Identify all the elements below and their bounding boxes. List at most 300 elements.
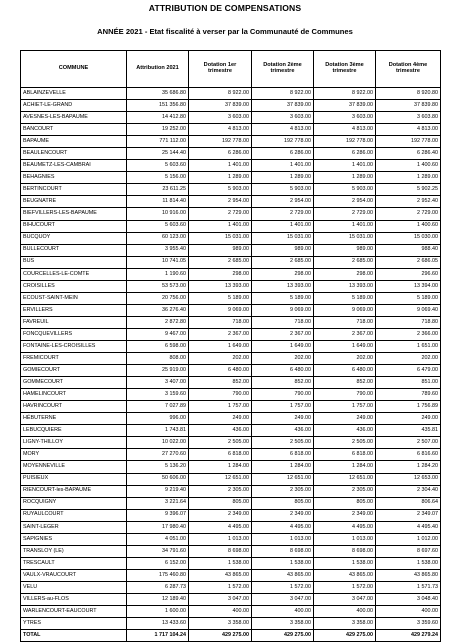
q4-cell: 8 697.60 [376, 545, 441, 557]
table-row [21, 593, 441, 605]
q3-cell: 852.00 [314, 377, 376, 389]
q2-cell: 12 651.00 [252, 473, 314, 485]
attribution-cell: 34 791.60 [127, 545, 189, 557]
q3-cell: 2 505.00 [314, 437, 376, 449]
q3-cell: 5 903.00 [314, 184, 376, 196]
commune-cell: HÉBUTERNE [21, 413, 127, 425]
q2-cell: 718.00 [252, 316, 314, 328]
table-row [21, 437, 441, 449]
q4-cell: 37 839.80 [376, 100, 441, 112]
q2-cell: 1 538.00 [252, 557, 314, 569]
q3-cell: 3 603.00 [314, 112, 376, 124]
attribution-cell: 5 136.20 [127, 461, 189, 473]
table-row [21, 425, 441, 437]
header-q4: Dotation 4ème trimestre [376, 51, 441, 88]
attribution-cell: 996.00 [127, 413, 189, 425]
attribution-cell: 5 603.60 [127, 220, 189, 232]
q2-cell: 298.00 [252, 268, 314, 280]
q2-cell: 1 401.00 [252, 220, 314, 232]
total-row [21, 630, 441, 642]
q3-cell: 43 865.00 [314, 569, 376, 581]
q1-cell: 15 031.00 [189, 232, 252, 244]
table-row [21, 328, 441, 340]
q3-cell: 192 778.00 [314, 136, 376, 148]
commune-cell: BEHAGNIES [21, 172, 127, 184]
q3-cell: 298.00 [314, 268, 376, 280]
attribution-cell: 25 919.00 [127, 365, 189, 377]
q2-cell: 805.00 [252, 497, 314, 509]
table-row [21, 268, 441, 280]
commune-cell: BIHUCOURT [21, 220, 127, 232]
table-row [21, 280, 441, 292]
commune-cell: VILLERS-au-FLOS [21, 593, 127, 605]
q1-cell: 1 289.00 [189, 172, 252, 184]
attribution-cell: 3 955.40 [127, 244, 189, 256]
table-body [21, 88, 441, 642]
compensation-table [20, 50, 441, 642]
q2-cell: 2 305.00 [252, 485, 314, 497]
q4-cell: 1 289.00 [376, 172, 441, 184]
q1-cell: 1 401.00 [189, 220, 252, 232]
q1-cell: 852.00 [189, 377, 252, 389]
table-row [21, 220, 441, 232]
q3-cell: 1 572.00 [314, 581, 376, 593]
commune-cell: BEAULENCOURT [21, 148, 127, 160]
table-header-row [21, 51, 441, 88]
table-row [21, 244, 441, 256]
attribution-cell: 20 756.00 [127, 292, 189, 304]
q4-cell: 1 538.00 [376, 557, 441, 569]
table-row [21, 292, 441, 304]
q4-cell: 2 507.00 [376, 437, 441, 449]
q1-cell: 12 651.00 [189, 473, 252, 485]
q4-cell: 1 284.20 [376, 461, 441, 473]
table-row [21, 581, 441, 593]
commune-cell: BEAUMETZ-LES-CAMBRAI [21, 160, 127, 172]
q1-cell: 1 284.00 [189, 461, 252, 473]
q2-cell: 192 778.00 [252, 136, 314, 148]
attribution-cell: 11 814.40 [127, 196, 189, 208]
q1-cell: 1 757.00 [189, 401, 252, 413]
commune-cell: SAPIGNIES [21, 533, 127, 545]
attribution-cell: 6 598.00 [127, 340, 189, 352]
q1-cell: 8 698.00 [189, 545, 252, 557]
q1-cell: 400.00 [189, 606, 252, 618]
q3-cell: 13 393.00 [314, 280, 376, 292]
commune-cell: FAVREUIL [21, 316, 127, 328]
commune-cell: FREMICOURT [21, 353, 127, 365]
commune-cell: ROCQUIGNY [21, 497, 127, 509]
table-row [21, 160, 441, 172]
q3-cell: 8 698.00 [314, 545, 376, 557]
commune-cell: SAINT-LEGER [21, 521, 127, 533]
commune-cell: BANCOURT [21, 124, 127, 136]
table-row [21, 124, 441, 136]
commune-cell: BUCQUOY [21, 232, 127, 244]
commune-cell: BAPAUME [21, 136, 127, 148]
commune-cell: RUYAULCOURT [21, 509, 127, 521]
table-row [21, 461, 441, 473]
q2-cell: 1 401.00 [252, 160, 314, 172]
q3-cell: 805.00 [314, 497, 376, 509]
q4-cell: 3 048.40 [376, 593, 441, 605]
q1-cell: 13 393.00 [189, 280, 252, 292]
attribution-cell: 1 600.00 [127, 606, 189, 618]
q4-cell: 6 816.60 [376, 449, 441, 461]
q4-cell: 789.60 [376, 389, 441, 401]
q3-cell: 6 286.00 [314, 148, 376, 160]
commune-cell: ACHIET-LE-GRAND [21, 100, 127, 112]
q1-cell: 2 305.00 [189, 485, 252, 497]
q4-cell: 1 651.00 [376, 340, 441, 352]
header-commune: COMMUNE [21, 51, 127, 88]
q2-cell: 2 367.00 [252, 328, 314, 340]
q2-cell: 1 284.00 [252, 461, 314, 473]
q1-cell: 4 813.00 [189, 124, 252, 136]
q4-cell: 1 400.60 [376, 220, 441, 232]
table-row [21, 473, 441, 485]
q2-cell: 1 572.00 [252, 581, 314, 593]
q2-cell: 9 069.00 [252, 304, 314, 316]
q3-cell: 4 495.00 [314, 521, 376, 533]
attribution-cell: 53 573.00 [127, 280, 189, 292]
table-row [21, 377, 441, 389]
q2-cell: 3 603.00 [252, 112, 314, 124]
q3-cell: 202.00 [314, 353, 376, 365]
q1-cell: 2 685.00 [189, 256, 252, 268]
q4-cell: 8 920.80 [376, 88, 441, 100]
q2-cell: 429 275.00 [252, 630, 314, 642]
attribution-cell: 50 606.00 [127, 473, 189, 485]
commune-cell: VELU [21, 581, 127, 593]
q3-cell: 2 954.00 [314, 196, 376, 208]
q4-cell: 13 394.00 [376, 280, 441, 292]
q3-cell: 8 922.00 [314, 88, 376, 100]
commune-cell: BEUGNATRE [21, 196, 127, 208]
q4-cell: 1 400.60 [376, 160, 441, 172]
q3-cell: 2 685.00 [314, 256, 376, 268]
table-row [21, 618, 441, 630]
commune-cell: ERVILLERS [21, 304, 127, 316]
q2-cell: 4 813.00 [252, 124, 314, 136]
q3-cell: 1 289.00 [314, 172, 376, 184]
table-row [21, 449, 441, 461]
attribution-cell: 10 022.00 [127, 437, 189, 449]
attribution-cell: 1 717 104.24 [127, 630, 189, 642]
q1-cell: 1 572.00 [189, 581, 252, 593]
q3-cell: 3 358.00 [314, 618, 376, 630]
header-q2: Dotation 2ème trimestre [252, 51, 314, 88]
q3-cell: 5 189.00 [314, 292, 376, 304]
attribution-cell: 4 051.00 [127, 533, 189, 545]
attribution-cell: 9 219.40 [127, 485, 189, 497]
attribution-cell: 3 159.60 [127, 389, 189, 401]
commune-cell: WARLENCOURT-EAUCOURT [21, 606, 127, 618]
q1-cell: 6 480.00 [189, 365, 252, 377]
q4-cell: 202.00 [376, 353, 441, 365]
q1-cell: 3 603.00 [189, 112, 252, 124]
q3-cell: 3 047.00 [314, 593, 376, 605]
q3-cell: 9 069.00 [314, 304, 376, 316]
q4-cell: 3 359.60 [376, 618, 441, 630]
attribution-cell: 1 743.81 [127, 425, 189, 437]
q2-cell: 13 393.00 [252, 280, 314, 292]
q4-cell: 1 571.73 [376, 581, 441, 593]
q2-cell: 5 903.00 [252, 184, 314, 196]
attribution-cell: 60 123.00 [127, 232, 189, 244]
q3-cell: 1 401.00 [314, 160, 376, 172]
attribution-cell: 808.00 [127, 353, 189, 365]
q2-cell: 400.00 [252, 606, 314, 618]
commune-cell: BULLECOURT [21, 244, 127, 256]
q1-cell: 3 047.00 [189, 593, 252, 605]
q2-cell: 5 189.00 [252, 292, 314, 304]
q3-cell: 12 651.00 [314, 473, 376, 485]
table-row [21, 340, 441, 352]
q4-cell: 718.80 [376, 316, 441, 328]
table-row [21, 88, 441, 100]
document-subtitle: ANNÉE 2021 - Etat fiscalité à verser par la Communauté de Communes [97, 27, 353, 36]
commune-cell: TRANSLOY (LE) [21, 545, 127, 557]
q4-cell: 5 189.00 [376, 292, 441, 304]
commune-cell: MOYENNEVILLE [21, 461, 127, 473]
q2-cell: 1 649.00 [252, 340, 314, 352]
commune-cell: RIENCOURT-les-BAPAUME [21, 485, 127, 497]
q3-cell: 429 275.00 [314, 630, 376, 642]
attribution-cell: 25 144.40 [127, 148, 189, 160]
q2-cell: 4 495.00 [252, 521, 314, 533]
q4-cell: 1 012.00 [376, 533, 441, 545]
attribution-cell: 1 190.60 [127, 268, 189, 280]
commune-cell: LIGNY-THILLOY [21, 437, 127, 449]
commune-cell: BUS [21, 256, 127, 268]
q2-cell: 15 031.00 [252, 232, 314, 244]
q2-cell: 989.00 [252, 244, 314, 256]
attribution-cell: 10 916.00 [127, 208, 189, 220]
table-row [21, 557, 441, 569]
attribution-cell: 5 603.60 [127, 160, 189, 172]
q3-cell: 2 349.00 [314, 509, 376, 521]
commune-cell: GOMMECOURT [21, 377, 127, 389]
q2-cell: 2 505.00 [252, 437, 314, 449]
q1-cell: 2 349.00 [189, 509, 252, 521]
table-row [21, 112, 441, 124]
q1-cell: 298.00 [189, 268, 252, 280]
commune-cell: GOMIECOURT [21, 365, 127, 377]
q2-cell: 3 047.00 [252, 593, 314, 605]
q1-cell: 37 839.00 [189, 100, 252, 112]
table-row [21, 485, 441, 497]
table-row [21, 545, 441, 557]
q2-cell: 6 480.00 [252, 365, 314, 377]
q3-cell: 436.00 [314, 425, 376, 437]
q4-cell: 4 495.40 [376, 521, 441, 533]
q1-cell: 718.00 [189, 316, 252, 328]
attribution-cell: 23 611.25 [127, 184, 189, 196]
q4-cell: 851.00 [376, 377, 441, 389]
commune-cell: BERTINCOURT [21, 184, 127, 196]
q1-cell: 4 495.00 [189, 521, 252, 533]
q4-cell: 192 778.00 [376, 136, 441, 148]
q3-cell: 790.00 [314, 389, 376, 401]
q1-cell: 1 013.00 [189, 533, 252, 545]
q4-cell: 2 304.40 [376, 485, 441, 497]
table-row [21, 521, 441, 533]
attribution-cell: 175 460.80 [127, 569, 189, 581]
q3-cell: 15 031.00 [314, 232, 376, 244]
q4-cell: 3 603.80 [376, 112, 441, 124]
q1-cell: 192 778.00 [189, 136, 252, 148]
q4-cell: 2 952.40 [376, 196, 441, 208]
q3-cell: 249.00 [314, 413, 376, 425]
q1-cell: 202.00 [189, 353, 252, 365]
q3-cell: 2 305.00 [314, 485, 376, 497]
q4-cell: 43 865.80 [376, 569, 441, 581]
q1-cell: 1 649.00 [189, 340, 252, 352]
q3-cell: 37 839.00 [314, 100, 376, 112]
q1-cell: 790.00 [189, 389, 252, 401]
q4-cell: 9 069.40 [376, 304, 441, 316]
commune-cell: MORY [21, 449, 127, 461]
commune-cell: HAMELINCOURT [21, 389, 127, 401]
attribution-cell: 19 252.00 [127, 124, 189, 136]
commune-cell: ABLAINZEVELLE [21, 88, 127, 100]
attribution-cell: 6 287.73 [127, 581, 189, 593]
q1-cell: 6 286.00 [189, 148, 252, 160]
q1-cell: 43 865.00 [189, 569, 252, 581]
q1-cell: 2 729.00 [189, 208, 252, 220]
attribution-cell: 2 872.80 [127, 316, 189, 328]
q2-cell: 852.00 [252, 377, 314, 389]
q3-cell: 4 813.00 [314, 124, 376, 136]
q3-cell: 1 284.00 [314, 461, 376, 473]
q4-cell: 5 902.25 [376, 184, 441, 196]
attribution-cell: 9 467.00 [127, 328, 189, 340]
commune-cell: FONCQUEVILLERS [21, 328, 127, 340]
commune-cell: TOTAL [21, 630, 127, 642]
attribution-cell: 14 412.80 [127, 112, 189, 124]
table-row [21, 148, 441, 160]
commune-cell: LEBUCQUIERE [21, 425, 127, 437]
q2-cell: 3 358.00 [252, 618, 314, 630]
q3-cell: 6 818.00 [314, 449, 376, 461]
q2-cell: 436.00 [252, 425, 314, 437]
q2-cell: 1 289.00 [252, 172, 314, 184]
commune-cell: COURCELLES-LE-COMTE [21, 268, 127, 280]
table-row [21, 304, 441, 316]
q1-cell: 2 505.00 [189, 437, 252, 449]
q2-cell: 2 685.00 [252, 256, 314, 268]
q2-cell: 249.00 [252, 413, 314, 425]
q1-cell: 5 189.00 [189, 292, 252, 304]
q2-cell: 43 865.00 [252, 569, 314, 581]
q4-cell: 806.64 [376, 497, 441, 509]
q1-cell: 3 358.00 [189, 618, 252, 630]
commune-cell: YTRES [21, 618, 127, 630]
commune-cell: VAULX-VRAUCOURT [21, 569, 127, 581]
q3-cell: 1 649.00 [314, 340, 376, 352]
table-row [21, 606, 441, 618]
attribution-cell: 35 686.80 [127, 88, 189, 100]
q2-cell: 1 757.00 [252, 401, 314, 413]
commune-cell: CROISILLES [21, 280, 127, 292]
table-row [21, 256, 441, 268]
attribution-cell: 13 433.60 [127, 618, 189, 630]
attribution-cell: 771 112.00 [127, 136, 189, 148]
commune-cell: HAVRINCOURT [21, 401, 127, 413]
table-row [21, 569, 441, 581]
q2-cell: 6 818.00 [252, 449, 314, 461]
q3-cell: 1 757.00 [314, 401, 376, 413]
table-row [21, 413, 441, 425]
commune-cell: AVESNES-LES-BAPAUME [21, 112, 127, 124]
q4-cell: 4 813.00 [376, 124, 441, 136]
table-row [21, 100, 441, 112]
table-row [21, 353, 441, 365]
q4-cell: 15 030.00 [376, 232, 441, 244]
q1-cell: 9 069.00 [189, 304, 252, 316]
q3-cell: 989.00 [314, 244, 376, 256]
q4-cell: 1 756.89 [376, 401, 441, 413]
table-row [21, 232, 441, 244]
q3-cell: 400.00 [314, 606, 376, 618]
q4-cell: 6 479.00 [376, 365, 441, 377]
q2-cell: 8 698.00 [252, 545, 314, 557]
q1-cell: 989.00 [189, 244, 252, 256]
q4-cell: 400.00 [376, 606, 441, 618]
table-row [21, 184, 441, 196]
attribution-cell: 12 189.40 [127, 593, 189, 605]
q4-cell: 6 286.40 [376, 148, 441, 160]
q1-cell: 436.00 [189, 425, 252, 437]
q2-cell: 2 349.00 [252, 509, 314, 521]
q3-cell: 1 538.00 [314, 557, 376, 569]
q1-cell: 6 818.00 [189, 449, 252, 461]
q3-cell: 2 729.00 [314, 208, 376, 220]
attribution-cell: 5 156.00 [127, 172, 189, 184]
table-row [21, 196, 441, 208]
table-row [21, 509, 441, 521]
q1-cell: 2 367.00 [189, 328, 252, 340]
table-row [21, 533, 441, 545]
q1-cell: 1 538.00 [189, 557, 252, 569]
q1-cell: 5 903.00 [189, 184, 252, 196]
attribution-cell: 36 276.40 [127, 304, 189, 316]
attribution-cell: 6 152.00 [127, 557, 189, 569]
q4-cell: 2 349.07 [376, 509, 441, 521]
document-title: ATTRIBUTION DE COMPENSATIONS [148, 3, 302, 13]
q4-cell: 2 729.00 [376, 208, 441, 220]
q2-cell: 2 954.00 [252, 196, 314, 208]
q3-cell: 2 367.00 [314, 328, 376, 340]
table-row [21, 316, 441, 328]
table-row [21, 401, 441, 413]
q2-cell: 8 922.00 [252, 88, 314, 100]
table-row [21, 497, 441, 509]
q4-cell: 429 279.24 [376, 630, 441, 642]
header-attribution: Attribution 2021 [127, 51, 189, 88]
q3-cell: 1 013.00 [314, 533, 376, 545]
q3-cell: 1 401.00 [314, 220, 376, 232]
attribution-cell: 9 396.07 [127, 509, 189, 521]
q4-cell: 2 366.00 [376, 328, 441, 340]
attribution-cell: 17 980.40 [127, 521, 189, 533]
attribution-cell: 7 027.89 [127, 401, 189, 413]
commune-cell: ECOUST-SAINT-MEIN [21, 292, 127, 304]
q1-cell: 1 401.00 [189, 160, 252, 172]
q2-cell: 202.00 [252, 353, 314, 365]
q4-cell: 296.60 [376, 268, 441, 280]
